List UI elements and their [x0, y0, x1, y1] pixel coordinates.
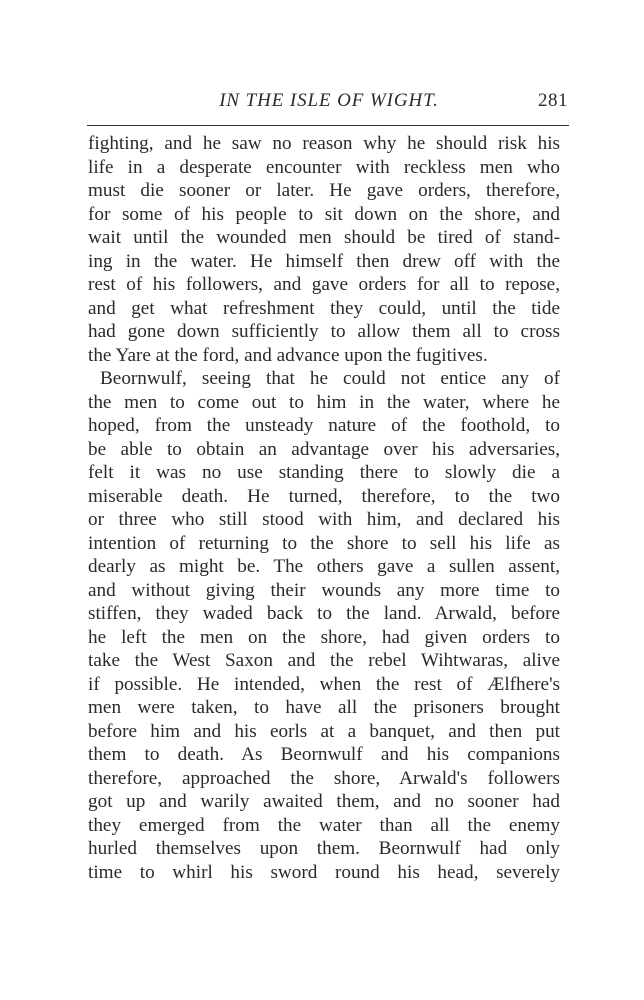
- text-line: dearly as might be. The others gave a sullen assent,: [88, 556, 560, 577]
- text-line: if possible. He intended, when the rest of Ælfhere's: [88, 673, 560, 695]
- text-line: wait until the wounded men should be tired of stand-: [88, 227, 560, 248]
- text-line: felt it was no use standing there to slowly die a: [88, 462, 560, 483]
- body-text: [88, 132, 560, 884]
- text-line: had gone down sufficiently to allow them all to cross: [88, 321, 560, 342]
- text-line: fighting, and he saw no reason why he should risk his: [88, 133, 560, 154]
- text-line: life in a desperate encounter with reckless men who: [88, 156, 560, 178]
- text-line: before him and his eorls at a banquet, and then put: [88, 720, 560, 742]
- text-line: he left the men on the shore, had given orders to: [88, 626, 560, 648]
- text-line: or three who still stood with him, and declared his: [88, 509, 560, 530]
- text-line: stiffen, they waded back to the land. Arwald, before: [88, 603, 560, 624]
- text-line: the men to come out to him in the water, where he: [88, 391, 560, 413]
- text-line: them to death. As Beornwulf and his companions: [88, 744, 560, 765]
- text-line: rest of his followers, and gave orders for all to repose,: [88, 274, 560, 295]
- text-line: intention of returning to the shore to sell his life as: [88, 532, 560, 554]
- text-line: hurled themselves upon them. Beornwulf had only: [88, 838, 560, 859]
- text-line: the Yare at the ford, and advance upon the fugitives.: [88, 344, 488, 366]
- text-line: for some of his people to sit down on the shore, and: [88, 203, 560, 225]
- text-line: must die sooner or later. He gave orders, therefore,: [88, 180, 560, 201]
- paragraph-first-line: Beornwulf, seeing that he could not entice any of: [100, 368, 560, 389]
- header-rule: [87, 125, 569, 126]
- text-line: got up and warily awaited them, and no sooner had: [88, 791, 560, 812]
- text-line: be able to obtain an advantage over his adversaries,: [88, 438, 560, 460]
- text-line: and get what refreshment they could, until the tide: [88, 297, 560, 319]
- text-line: and without giving their wounds any more time to: [88, 579, 560, 601]
- text-line: men were taken, to have all the prisoners brought: [88, 697, 560, 718]
- running-title: IN THE ISLE OF WIGHT.: [219, 90, 439, 111]
- running-head: [88, 90, 570, 116]
- text-line: therefore, approached the shore, Arwald's followers: [88, 767, 560, 789]
- text-line: time to whirl his sword round his head, severely: [88, 861, 560, 883]
- text-line: they emerged from the water than all the enemy: [88, 814, 560, 836]
- text-line: hoped, from the unsteady nature of the foothold, to: [88, 415, 560, 436]
- text-line: take the West Saxon and the rebel Wihtwaras, alive: [88, 650, 560, 671]
- text-line: ing in the water. He himself then drew off with the: [88, 250, 560, 272]
- text-line: miserable death. He turned, therefore, to the two: [88, 485, 560, 507]
- page-number: 281: [538, 90, 568, 111]
